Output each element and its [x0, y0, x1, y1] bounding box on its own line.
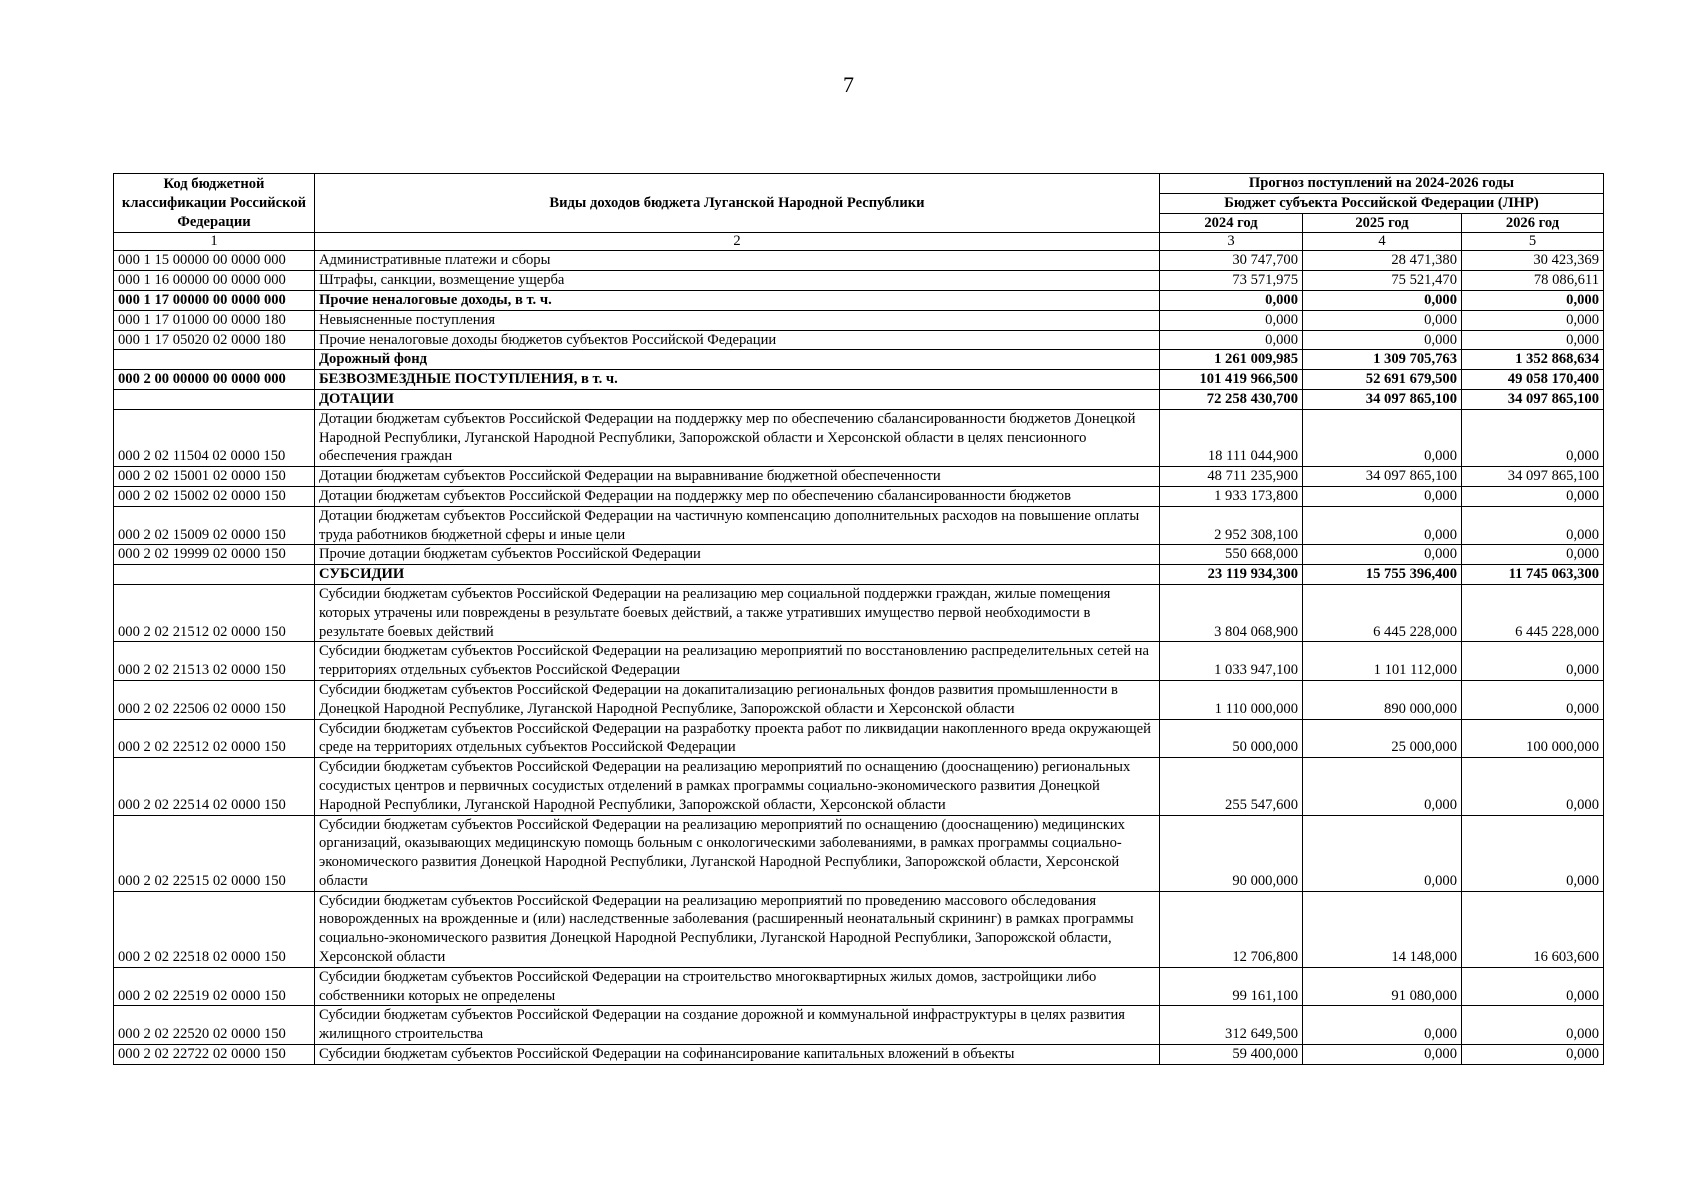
code-cell: 000 2 02 22520 02 0000 150	[114, 1006, 315, 1045]
description-cell: Штрафы, санкции, возмещение ущерба	[315, 271, 1160, 291]
table-row	[114, 967, 1604, 1006]
description-cell: Субсидии бюджетам субъектов Российской Федерации на докапитализацию региональных фондов развития промышленности в Донецкой Народной Республике, Луганской Народной Республике, Запорожской области и Херсонской области	[315, 680, 1160, 719]
value-2026-cell: 100 000,000	[1462, 719, 1604, 758]
value-2026-cell: 6 445 228,000	[1462, 584, 1604, 641]
table-row	[114, 565, 1604, 585]
code-cell: 000 2 02 22512 02 0000 150	[114, 719, 315, 758]
value-2024-cell: 99 161,100	[1160, 967, 1303, 1006]
table-row	[114, 251, 1604, 271]
table-row	[114, 350, 1604, 370]
table-row	[114, 290, 1604, 310]
value-2026-cell: 0,000	[1462, 409, 1604, 466]
description-cell: ДОТАЦИИ	[315, 389, 1160, 409]
value-2025-cell: 75 521,470	[1303, 271, 1462, 291]
value-2025-cell: 0,000	[1303, 310, 1462, 330]
table-row	[114, 389, 1604, 409]
table-row	[114, 271, 1604, 291]
value-2025-cell: 91 080,000	[1303, 967, 1462, 1006]
value-2024-cell: 48 711 235,900	[1160, 467, 1303, 487]
value-2026-cell: 0,000	[1462, 1006, 1604, 1045]
value-2024-cell: 101 419 966,500	[1160, 370, 1303, 390]
table-row	[114, 370, 1604, 390]
value-2025-cell: 34 097 865,100	[1303, 467, 1462, 487]
page-number: 7	[843, 72, 854, 97]
code-cell: 000 2 02 21513 02 0000 150	[114, 642, 315, 681]
value-2026-cell: 0,000	[1462, 1045, 1604, 1065]
value-2025-cell: 0,000	[1303, 545, 1462, 565]
value-2025-cell: 890 000,000	[1303, 680, 1462, 719]
value-2025-cell: 6 445 228,000	[1303, 584, 1462, 641]
value-2024-cell: 50 000,000	[1160, 719, 1303, 758]
code-cell: 000 1 16 00000 00 0000 000	[114, 271, 315, 291]
value-2025-cell: 0,000	[1303, 330, 1462, 350]
value-2025-cell: 1 309 705,763	[1303, 350, 1462, 370]
column-numbers-row	[114, 233, 1604, 251]
description-cell: Невыясненные поступления	[315, 310, 1160, 330]
header-year-2026: 2026 год	[1462, 213, 1604, 233]
code-cell: 000 2 02 15009 02 0000 150	[114, 506, 315, 545]
description-cell: Прочие дотации бюджетам субъектов Российской Федерации	[315, 545, 1160, 565]
value-2025-cell: 0,000	[1303, 506, 1462, 545]
value-2025-cell: 0,000	[1303, 486, 1462, 506]
code-cell: 000 1 15 00000 00 0000 000	[114, 251, 315, 271]
description-cell: Субсидии бюджетам субъектов Российской Федерации на строительство многоквартирных жилых домов, застройщики либо собственники которых не определены	[315, 967, 1160, 1006]
table-row	[114, 719, 1604, 758]
table-row	[114, 584, 1604, 641]
value-2025-cell: 0,000	[1303, 409, 1462, 466]
description-cell: Субсидии бюджетам субъектов Российской Федерации на реализацию мер социальной поддержки граждан, жилые помещения которых утрачены или повреждены в результате боевых действий, а также утративших имущество первой необходимости в результате боевых действий	[315, 584, 1160, 641]
value-2024-cell: 73 571,975	[1160, 271, 1303, 291]
value-2024-cell: 12 706,800	[1160, 891, 1303, 967]
column-number: 2	[315, 233, 1160, 251]
value-2026-cell: 0,000	[1462, 330, 1604, 350]
table-row	[114, 642, 1604, 681]
value-2026-cell: 34 097 865,100	[1462, 389, 1604, 409]
value-2026-cell: 0,000	[1462, 758, 1604, 815]
value-2025-cell: 0,000	[1303, 290, 1462, 310]
table-row	[114, 680, 1604, 719]
value-2024-cell: 1 033 947,100	[1160, 642, 1303, 681]
value-2026-cell: 0,000	[1462, 506, 1604, 545]
header-budget: Бюджет субъекта Российской Федерации (ЛНР)	[1160, 193, 1604, 213]
description-cell: Субсидии бюджетам субъектов Российской Федерации на реализацию мероприятий по оснащению (дооснащению) медицинских организаций, оказывающих медицинскую помощь больным с онкологическими заболеваниями, в рамках программы социально-экономического развития Донецкой Народной Республики, Луганской Народной Республики, Запорожской области, Херсонской области	[315, 815, 1160, 891]
code-cell: 000 1 17 05020 02 0000 180	[114, 330, 315, 350]
code-cell: 000 2 00 00000 00 0000 000	[114, 370, 315, 390]
table-row	[114, 1045, 1604, 1065]
value-2026-cell: 0,000	[1462, 545, 1604, 565]
code-cell: 000 2 02 22514 02 0000 150	[114, 758, 315, 815]
table-row	[114, 467, 1604, 487]
value-2026-cell: 78 086,611	[1462, 271, 1604, 291]
code-cell: 000 1 17 00000 00 0000 000	[114, 290, 315, 310]
value-2024-cell: 312 649,500	[1160, 1006, 1303, 1045]
description-cell: Субсидии бюджетам субъектов Российской Федерации на разработку проекта работ по ликвидации накопленного вреда окружающей среде на территориях отдельных субъектов Российской Федерации	[315, 719, 1160, 758]
table-row	[114, 891, 1604, 967]
value-2024-cell: 72 258 430,700	[1160, 389, 1303, 409]
value-2024-cell: 255 547,600	[1160, 758, 1303, 815]
header-code: Код бюджетной классификации Российской Федерации	[114, 174, 315, 233]
code-cell: 000 2 02 19999 02 0000 150	[114, 545, 315, 565]
code-cell: 000 2 02 22722 02 0000 150	[114, 1045, 315, 1065]
value-2026-cell: 0,000	[1462, 680, 1604, 719]
value-2024-cell: 1 110 000,000	[1160, 680, 1303, 719]
code-cell	[114, 389, 315, 409]
description-cell: БЕЗВОЗМЕЗДНЫЕ ПОСТУПЛЕНИЯ, в т. ч.	[315, 370, 1160, 390]
budget-revenue-table	[113, 173, 1604, 1065]
value-2024-cell: 0,000	[1160, 310, 1303, 330]
header-year-2025: 2025 год	[1303, 213, 1462, 233]
value-2026-cell: 0,000	[1462, 815, 1604, 891]
value-2026-cell: 16 603,600	[1462, 891, 1604, 967]
value-2026-cell: 0,000	[1462, 310, 1604, 330]
code-cell: 000 2 02 22515 02 0000 150	[114, 815, 315, 891]
value-2024-cell: 2 952 308,100	[1160, 506, 1303, 545]
value-2026-cell: 34 097 865,100	[1462, 467, 1604, 487]
code-cell: 000 2 02 15002 02 0000 150	[114, 486, 315, 506]
header-name: Виды доходов бюджета Луганской Народной Республики	[315, 174, 1160, 233]
code-cell: 000 2 02 22519 02 0000 150	[114, 967, 315, 1006]
value-2026-cell: 0,000	[1462, 967, 1604, 1006]
code-cell: 000 2 02 21512 02 0000 150	[114, 584, 315, 641]
value-2024-cell: 0,000	[1160, 330, 1303, 350]
description-cell: Дотации бюджетам субъектов Российской Федерации на выравнивание бюджетной обеспеченности	[315, 467, 1160, 487]
value-2025-cell: 0,000	[1303, 758, 1462, 815]
value-2025-cell: 34 097 865,100	[1303, 389, 1462, 409]
value-2026-cell: 0,000	[1462, 486, 1604, 506]
value-2024-cell: 23 119 934,300	[1160, 565, 1303, 585]
value-2024-cell: 3 804 068,900	[1160, 584, 1303, 641]
table-row	[114, 815, 1604, 891]
description-cell: Субсидии бюджетам субъектов Российской Федерации на софинансирование капитальных вложений в объекты	[315, 1045, 1160, 1065]
table-row	[114, 506, 1604, 545]
value-2024-cell: 1 933 173,800	[1160, 486, 1303, 506]
description-cell: Дотации бюджетам субъектов Российской Федерации на поддержку мер по обеспечению сбалансированности бюджетов Донецкой Народной Республики, Луганской Народной Республики, Запорожской области и Херсонской области в целях пенсионного обеспечения граждан	[315, 409, 1160, 466]
value-2025-cell: 0,000	[1303, 1006, 1462, 1045]
description-cell: Дотации бюджетам субъектов Российской Федерации на поддержку мер по обеспечению сбалансированности бюджетов	[315, 486, 1160, 506]
description-cell: Субсидии бюджетам субъектов Российской Федерации на создание дорожной и коммунальной инфраструктуры в целях развития жилищного строительства	[315, 1006, 1160, 1045]
description-cell: Прочие неналоговые доходы бюджетов субъектов Российской Федерации	[315, 330, 1160, 350]
table-row	[114, 486, 1604, 506]
column-number: 3	[1160, 233, 1303, 251]
table-row	[114, 409, 1604, 466]
code-cell: 000 1 17 01000 00 0000 180	[114, 310, 315, 330]
description-cell: Административные платежи и сборы	[315, 251, 1160, 271]
code-cell: 000 2 02 15001 02 0000 150	[114, 467, 315, 487]
value-2025-cell: 1 101 112,000	[1303, 642, 1462, 681]
column-number: 5	[1462, 233, 1604, 251]
value-2026-cell: 49 058 170,400	[1462, 370, 1604, 390]
description-cell: Дотации бюджетам субъектов Российской Федерации на частичную компенсацию дополнительных расходов на повышение оплаты труда работников бюджетной сферы и иные цели	[315, 506, 1160, 545]
value-2025-cell: 0,000	[1303, 815, 1462, 891]
value-2024-cell: 18 111 044,900	[1160, 409, 1303, 466]
code-cell	[114, 350, 315, 370]
value-2025-cell: 14 148,000	[1303, 891, 1462, 967]
value-2024-cell: 90 000,000	[1160, 815, 1303, 891]
code-cell	[114, 565, 315, 585]
value-2024-cell: 550 668,000	[1160, 545, 1303, 565]
description-cell: Субсидии бюджетам субъектов Российской Федерации на реализацию мероприятий по восстановлению распределительных сетей на территориях отдельных субъектов Российской Федерации	[315, 642, 1160, 681]
description-cell: СУБСИДИИ	[315, 565, 1160, 585]
value-2026-cell: 0,000	[1462, 642, 1604, 681]
table-row	[114, 310, 1604, 330]
code-cell: 000 2 02 22518 02 0000 150	[114, 891, 315, 967]
description-cell: Прочие неналоговые доходы, в т. ч.	[315, 290, 1160, 310]
code-cell: 000 2 02 22506 02 0000 150	[114, 680, 315, 719]
value-2024-cell: 1 261 009,985	[1160, 350, 1303, 370]
table-row	[114, 330, 1604, 350]
value-2026-cell: 0,000	[1462, 290, 1604, 310]
header-year-2024: 2024 год	[1160, 213, 1303, 233]
value-2026-cell: 1 352 868,634	[1462, 350, 1604, 370]
header-forecast: Прогноз поступлений на 2024-2026 годы	[1160, 174, 1604, 194]
table-row	[114, 758, 1604, 815]
value-2025-cell: 28 471,380	[1303, 251, 1462, 271]
column-number: 4	[1303, 233, 1462, 251]
value-2024-cell: 30 747,700	[1160, 251, 1303, 271]
description-cell: Субсидии бюджетам субъектов Российской Федерации на реализацию мероприятий по оснащению (дооснащению) региональных сосудистых центров и первичных сосудистых отделений в рамках программы социально-экономического развития Донецкой Народной Республики, Луганской Народной Республики, Запорожской области, Херсонской области	[315, 758, 1160, 815]
table-row	[114, 1006, 1604, 1045]
value-2024-cell: 0,000	[1160, 290, 1303, 310]
value-2026-cell: 11 745 063,300	[1462, 565, 1604, 585]
value-2026-cell: 30 423,369	[1462, 251, 1604, 271]
description-cell: Субсидии бюджетам субъектов Российской Федерации на реализацию мероприятий по проведению массового обследования новорожденных на врожденные и (или) наследственные заболевания (расширенный неонатальный скрининг) в рамках программы социально-экономического развития Донецкой Народной Республики, Луганской Народной Республики, Запорожской области, Херсонской области	[315, 891, 1160, 967]
value-2025-cell: 0,000	[1303, 1045, 1462, 1065]
value-2024-cell: 59 400,000	[1160, 1045, 1303, 1065]
column-number: 1	[114, 233, 315, 251]
code-cell: 000 2 02 11504 02 0000 150	[114, 409, 315, 466]
value-2025-cell: 25 000,000	[1303, 719, 1462, 758]
description-cell: Дорожный фонд	[315, 350, 1160, 370]
table-row	[114, 545, 1604, 565]
value-2025-cell: 52 691 679,500	[1303, 370, 1462, 390]
value-2025-cell: 15 755 396,400	[1303, 565, 1462, 585]
